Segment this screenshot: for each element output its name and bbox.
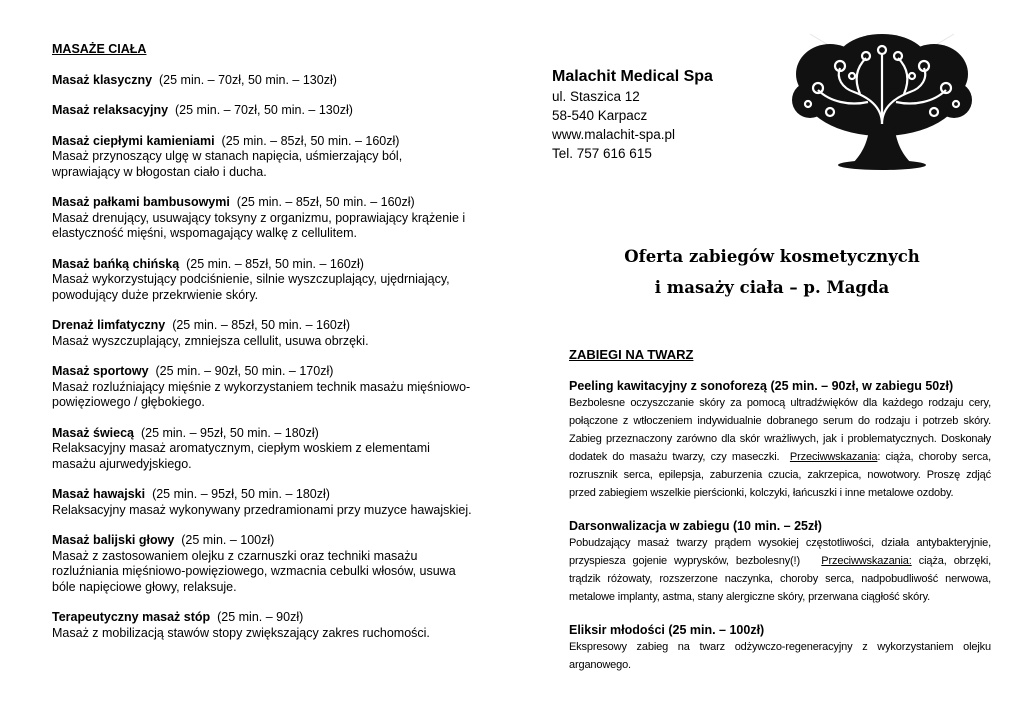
massage-desc: Masaż z mobilizacją stawów stopy zwiększający zakres ruchomości. <box>52 625 430 640</box>
massage-price: (25 min. – 85zł, 50 min. – 160zł) <box>186 256 364 271</box>
face-section-title: ZABIEGI NA TWARZ <box>569 347 694 362</box>
massage-item <box>52 426 472 473</box>
massage-price: (25 min. – 85zł, 50 min. – 160zł) <box>221 133 400 148</box>
massage-desc: Masaż rozluźniający mięśnie z wykorzystaniem technik masażu mięśniowo-powięziowego / głębokiego. <box>52 379 471 409</box>
massage-price: (25 min. – 95zł, 50 min. – 180zł) <box>140 425 319 440</box>
treatment-name: Peeling kawitacyjny z sonoforezą (25 min. – 90zł, w zabiegu 50zł) <box>569 379 954 393</box>
massage-desc: Masaż przynoszący ulgę w stanach napięcia, uśmierzający ból, wprawiający w błogostan ciało i ducha. <box>52 149 403 179</box>
massage-price: (25 min. – 70zł, 50 min. – 130zł) <box>175 103 353 117</box>
massage-desc: Masaż drenujący, usuwający toksyny z organizmu, poprawiający krążenie i elastyczność mięśni, wspomagający walkę z cellulitem. <box>52 210 466 240</box>
massage-price: (25 min. – 100zł) <box>181 533 275 547</box>
massage-item <box>52 318 472 349</box>
massage-item <box>52 73 472 89</box>
contact-block <box>552 66 782 163</box>
treatment-name: Eliksir młodości (25 min. – 100zł) <box>569 623 765 637</box>
treatment-desc <box>569 394 991 502</box>
offer-title-line2: i masaży ciała – p. Magda <box>654 278 890 297</box>
massage-price: (25 min. – 70zł, 50 min. – 130zł) <box>159 72 337 87</box>
massage-name: Masaż pałkami bambusowymi <box>52 195 230 209</box>
massage-desc: Masaż z zastosowaniem olejku z czarnuszki oraz techniki masażu rozluźniania mięśniowo-powięziowego, wzmacnia cebulki włosów, usuwa bóle napięciowe głowy, relaksuje. <box>52 548 456 594</box>
massage-item <box>52 364 472 411</box>
massage-desc: Masaż wykorzystujący podciśnienie, silnie wyszczuplający, ujędrniający, powodujący duże przekrwienie skóry. <box>52 272 450 302</box>
massage-item <box>52 134 472 181</box>
massage-item <box>52 103 472 119</box>
contraindications-label: Przeciwwskazania <box>789 451 878 463</box>
spa-name: Malachit Medical Spa <box>552 68 713 85</box>
massage-name: Terapeutyczny masaż stóp <box>52 610 211 624</box>
city-address: 58-540 Karpacz <box>552 108 648 123</box>
treatment-desc: Ekspresowy zabieg na twarz odżywczo-regeneracyjny z wykorzystaniem olejku arganowego. <box>569 641 991 671</box>
massage-price: (25 min. – 90zł, 50 min. – 170zł) <box>155 364 334 378</box>
massage-name: Masaż świecą <box>52 425 134 440</box>
website-link[interactable]: www.malachit-spa.pl <box>552 127 676 142</box>
massage-item <box>52 487 472 518</box>
offer-title-line1: Oferta zabiegów kosmetycznych <box>624 247 920 266</box>
massage-price: (25 min. – 90zł) <box>217 610 304 624</box>
tree-icon <box>790 28 974 174</box>
massage-name: Masaż relaksacyjny <box>52 103 169 117</box>
treatment-item <box>569 378 991 502</box>
massage-item <box>52 610 472 641</box>
treatment-item <box>569 622 991 674</box>
massage-name: Drenaż limfatyczny <box>52 318 166 332</box>
massage-name: Masaż ciepłymi kamieniami <box>52 133 215 148</box>
offer-title <box>560 241 984 303</box>
massage-name: Masaż hawajski <box>52 487 146 501</box>
treatment-desc-text: Bezbolesne oczyszczanie skóry za pomocą ultradźwięków dla każdego rodzaju cery, połączone z wtłoczeniem indywidualnie dobranego serum do rodzaju i potrzeb skóry. Zabieg przeznaczony zarówno dla skór wrażliwych, jak i problematycznych. Doskonały dodatek do masażu twarzy, czy maseczki. <box>569 397 991 463</box>
contraindications-text: : ciąża, choroby serca, rozrusznik serca, epilepsja, zaburzenia czucia, zakrzepica, nowotwory. Proszę zdjąć przed zabiegiem wszelkie pierścionki, kolczyki, łańcuszki i inne metalowe ozdoby. <box>569 451 991 499</box>
massage-desc: Relaksacyjny masaż wykonywany przedramionami przy muzyce hawajskiej. <box>52 502 472 517</box>
massage-price: (25 min. – 95zł, 50 min. – 180zł) <box>152 487 330 501</box>
treatment-name: Darsonwalizacja w zabiegu (10 min. – 25zł) <box>569 519 822 533</box>
face-treatments <box>569 347 991 674</box>
massage-list <box>52 42 472 641</box>
treatment-desc-text: Pobudzający masaż twarzy prądem wysokiej częstotliwości, działa antybakteryjnie, przyspiesza gojenie wyprysków, bezbolesny(!) <box>569 537 991 567</box>
massage-item <box>52 257 472 304</box>
massage-name: Masaż klasyczny <box>52 72 153 87</box>
massage-name: Masaż sportowy <box>52 364 149 378</box>
phone-number: Tel. 757 616 615 <box>552 146 652 161</box>
treatment-item <box>569 518 991 606</box>
massage-desc: Relaksacyjny masaż aromatycznym, ciepłym woskiem z elementami masażu ajurwedyjskiego. <box>52 441 430 471</box>
treatment-desc <box>569 534 991 606</box>
contraindications-label: Przeciwwskazania: <box>821 555 912 567</box>
street-address: ul. Staszica 12 <box>552 89 640 104</box>
massage-name: Masaż balijski głowy <box>52 533 175 547</box>
massage-name: Masaż bańką chińską <box>52 256 180 271</box>
contraindications-text: ciąża, obrzęki, trądzik różowaty, rozszerzone naczynka, choroby serca, nadpobudliwość nerwowa, metalowe implanty, astma, stany alergiczne skóry, przerwana ciągłość skóry. <box>569 555 992 603</box>
massage-section-title: MASAŻE CIAŁA <box>52 42 147 56</box>
massage-price: (25 min. – 85zł, 50 min. – 160zł) <box>236 195 415 209</box>
massage-desc: Masaż wyszczuplający, zmniejsza cellulit, usuwa obrzęki. <box>52 333 369 348</box>
massage-item <box>52 195 472 242</box>
massage-price: (25 min. – 85zł, 50 min. – 160zł) <box>172 318 351 332</box>
massage-item <box>52 533 472 595</box>
